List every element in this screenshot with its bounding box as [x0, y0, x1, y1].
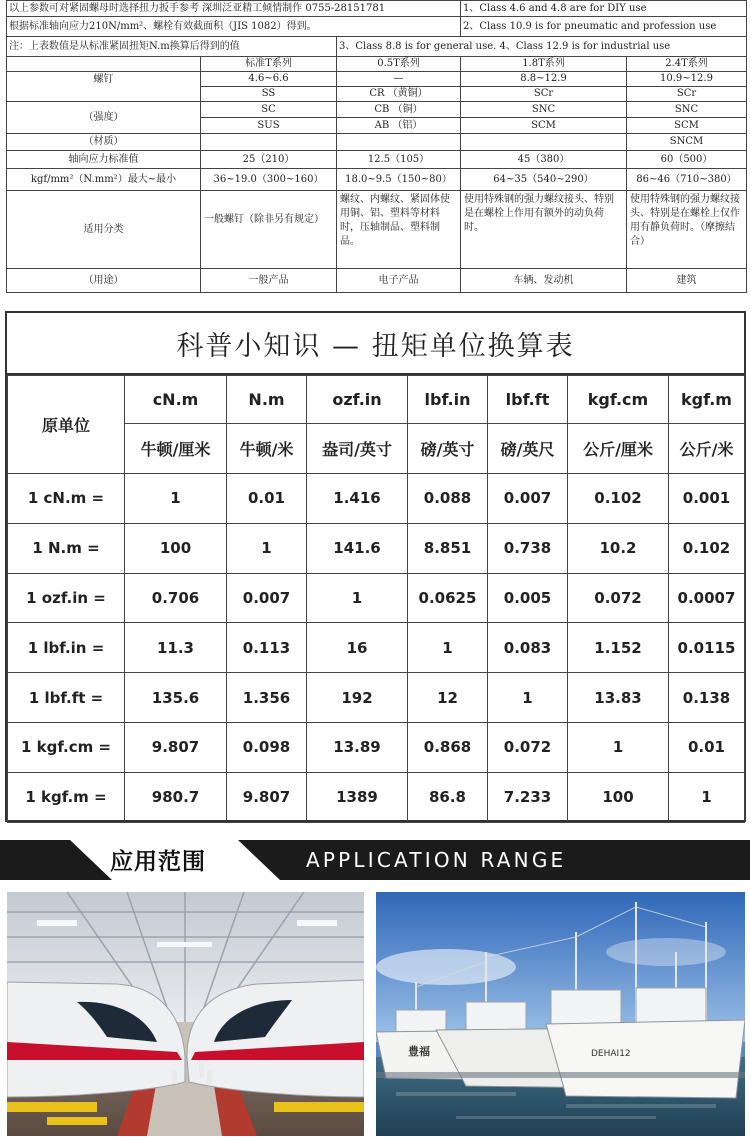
boats-illustration — [376, 892, 745, 1136]
table-row — [8, 474, 745, 524]
row-label: 1 lbf.ft = — [8, 673, 125, 723]
table-cell: 1 — [125, 474, 227, 524]
table-cell: 10.2 — [568, 523, 669, 573]
train-illustration — [7, 892, 364, 1136]
usage-value: 建筑 — [627, 269, 747, 293]
table-cell: 1.416 — [307, 474, 408, 524]
table-cell: 0.706 — [125, 573, 227, 623]
table-row — [8, 772, 745, 822]
series-header: 0.5T系列 — [337, 57, 461, 72]
table-cell: 0.01 — [227, 474, 307, 524]
material-cell — [461, 134, 627, 151]
spec-note-basis: 根据标准轴向应力210N/mm²、螺栓有效截面积（JIS 1082）得到。 — [7, 17, 461, 37]
usage-label: （用途） — [7, 269, 201, 293]
banner-title-en: APPLICATION RANGE — [306, 848, 567, 872]
material-cell: SCr — [627, 87, 747, 102]
table-cell: 0.072 — [568, 573, 669, 623]
table-cell: 16 — [307, 623, 408, 673]
applicable-value: 使用特殊钢的强力螺纹接头、特别是在螺栓上作用有额外的动负荷时。 — [461, 191, 627, 269]
spec-note-source: 以上参数可对紧固螺母时选择扭力扳手参考 深圳泛亚精工倾情制作 0755-28151781 — [7, 1, 461, 17]
table-cell: 0.007 — [227, 573, 307, 623]
spec-note-class-2: 2、Class 10.9 is for pneumatic and profession use — [461, 17, 747, 37]
row-label: 1 lbf.in = — [8, 623, 125, 673]
unit-cn-header: 牛顿/厘米 — [125, 424, 227, 474]
material-cell: SCM — [461, 118, 627, 134]
spec-note-class-1: 1、Class 4.6 and 4.8 are for DIY use — [461, 1, 747, 17]
axial-stress-value: 25（210） — [201, 151, 337, 169]
table-cell: 980.7 — [125, 772, 227, 822]
table-cell: 1 — [488, 673, 568, 723]
table-cell: 13.89 — [307, 722, 408, 772]
table-cell: 1389 — [307, 772, 408, 822]
unit-cn-header: 公斤/米 — [669, 424, 745, 474]
grade-cell: 4.6~6.6 — [201, 72, 337, 87]
table-cell: 0.138 — [669, 673, 745, 723]
table-cell: 0.083 — [488, 623, 568, 673]
table-cell: 1.356 — [227, 673, 307, 723]
applicable-label: 适用分类 — [7, 191, 201, 269]
usage-value: 一般产品 — [201, 269, 337, 293]
unit-header: lbf.ft — [488, 376, 568, 424]
table-cell: 0.01 — [669, 722, 745, 772]
table-cell: 0.001 — [669, 474, 745, 524]
row-label: 1 ozf.in = — [8, 573, 125, 623]
axial-stress-label: 轴向应力标准值 — [7, 151, 201, 169]
table-cell: 9.807 — [227, 772, 307, 822]
table-cell: 1 — [307, 573, 408, 623]
table-cell: 11.3 — [125, 623, 227, 673]
table-cell: 1 — [669, 772, 745, 822]
series-header: 1.8T系列 — [461, 57, 627, 72]
table-row — [8, 722, 745, 772]
torque-conversion-panel — [5, 311, 746, 822]
strength-label: （强度） — [7, 102, 201, 134]
table-cell: 1 — [227, 523, 307, 573]
spec-note-conversion: 注：上表数值是从标准紧固扭矩N.m换算后得到的值 — [7, 37, 337, 57]
unit-cn-header: 公斤/厘米 — [568, 424, 669, 474]
applicable-value: 一般螺钉（除非另有规定） — [201, 191, 337, 269]
material-cell: SC — [201, 102, 337, 118]
table-cell: 135.6 — [125, 673, 227, 723]
table-cell: 12 — [408, 673, 488, 723]
unit-header: lbf.in — [408, 376, 488, 424]
material-cell: SNCM — [627, 134, 747, 151]
series-header: 2.4T系列 — [627, 57, 747, 72]
table-cell: 192 — [307, 673, 408, 723]
origin-unit-header: 原单位 — [8, 376, 125, 474]
table-cell: 100 — [125, 523, 227, 573]
grade-cell: — — [337, 72, 461, 87]
unit-cn-header: 磅/英寸 — [408, 424, 488, 474]
unit-cn-header: 牛顿/米 — [227, 424, 307, 474]
torque-table-title: 科普小知识 — 扭矩单位换算表 — [7, 313, 744, 375]
material-cell: SNC — [461, 102, 627, 118]
kgf-range-value: 18.0~9.5（150~80） — [337, 169, 461, 191]
grade-cell: 10.9~12.9 — [627, 72, 747, 87]
row-label: 1 kgf.m = — [8, 772, 125, 822]
grade-cell: 8.8~12.9 — [461, 72, 627, 87]
table-cell: 0.007 — [488, 474, 568, 524]
table-cell: 0.738 — [488, 523, 568, 573]
axial-stress-value: 12.5（105） — [337, 151, 461, 169]
boat-hull-text: DEHAI12 — [591, 1049, 631, 1059]
material-cell: SS — [201, 87, 337, 102]
material-cell: AB （铝） — [337, 118, 461, 134]
usage-value: 电子产品 — [337, 269, 461, 293]
table-cell: 141.6 — [307, 523, 408, 573]
material-cell — [337, 134, 461, 151]
fishing-boats-photo — [376, 892, 745, 1136]
material-label: （材质） — [7, 134, 201, 151]
material-cell — [201, 134, 337, 151]
table-cell: 1 — [408, 623, 488, 673]
table-cell: 86.8 — [408, 772, 488, 822]
axial-stress-value: 60（500） — [627, 151, 747, 169]
material-cell: CR （黄铜） — [337, 87, 461, 102]
material-cell: SNC — [627, 102, 747, 118]
unit-header: cN.m — [125, 376, 227, 424]
spec-corner — [7, 57, 201, 72]
material-cell: SCM — [627, 118, 747, 134]
table-cell: 100 — [568, 772, 669, 822]
unit-header: kgf.m — [669, 376, 745, 424]
banner-title-cn: 应用范围 — [110, 849, 206, 875]
table-cell: 8.851 — [408, 523, 488, 573]
material-cell: SCr — [461, 87, 627, 102]
boat-hull-text: 豊福 — [408, 1045, 430, 1058]
table-cell: 1.152 — [568, 623, 669, 673]
row-label: 1 kgf.cm = — [8, 722, 125, 772]
applicable-value: 螺纹、内螺纹、紧固体使用铜、铝、塑料等材料时，压轴制品、塑料制品。 — [337, 191, 461, 269]
bolt-spec-table — [6, 0, 747, 293]
table-cell: 0.0625 — [408, 573, 488, 623]
table-row — [8, 573, 745, 623]
kgf-range-value: 86~46（710~380） — [627, 169, 747, 191]
train-depot-photo — [7, 892, 364, 1136]
kgf-range-label: kgf/mm²（N.mm²）最大~最小 — [7, 169, 201, 191]
table-cell: 7.233 — [488, 772, 568, 822]
usage-value: 车辆、发动机 — [461, 269, 627, 293]
table-cell: 0.868 — [408, 722, 488, 772]
table-cell: 1 — [568, 722, 669, 772]
series-header: 标准T系列 — [201, 57, 337, 72]
applicable-value: 使用特殊钢的强力螺纹接头、特别是在螺栓上仅作用有静负荷时。（摩擦结合） — [627, 191, 747, 269]
table-cell: 13.83 — [568, 673, 669, 723]
torque-conversion-table — [7, 375, 745, 823]
row-label: 1 cN.m = — [8, 474, 125, 524]
application-range-banner — [0, 840, 750, 880]
unit-cn-header: 磅/英尺 — [488, 424, 568, 474]
bolt-label: 螺钉 — [7, 72, 201, 102]
table-cell: 0.0007 — [669, 573, 745, 623]
kgf-range-value: 64~35（540~290） — [461, 169, 627, 191]
unit-header: kgf.cm — [568, 376, 669, 424]
kgf-range-value: 36~19.0（300~160） — [201, 169, 337, 191]
table-cell: 0.005 — [488, 573, 568, 623]
unit-header: ozf.in — [307, 376, 408, 424]
table-cell: 0.102 — [568, 474, 669, 524]
table-row — [8, 673, 745, 723]
table-cell: 0.113 — [227, 623, 307, 673]
table-row — [8, 523, 745, 573]
table-cell: 9.807 — [125, 722, 227, 772]
table-cell: 0.072 — [488, 722, 568, 772]
axial-stress-value: 45（380） — [461, 151, 627, 169]
unit-cn-header: 盎司/英寸 — [307, 424, 408, 474]
material-cell: SUS — [201, 118, 337, 134]
table-row — [8, 623, 745, 673]
table-cell: 0.098 — [227, 722, 307, 772]
material-cell: CB （铜） — [337, 102, 461, 118]
unit-header: N.m — [227, 376, 307, 424]
row-label: 1 N.m = — [8, 523, 125, 573]
table-cell: 0.102 — [669, 523, 745, 573]
spec-note-class-3: 3、Class 8.8 is for general use. 4、Class 12.9 is for industrial use — [337, 37, 747, 57]
table-cell: 0.0115 — [669, 623, 745, 673]
table-cell: 0.088 — [408, 474, 488, 524]
